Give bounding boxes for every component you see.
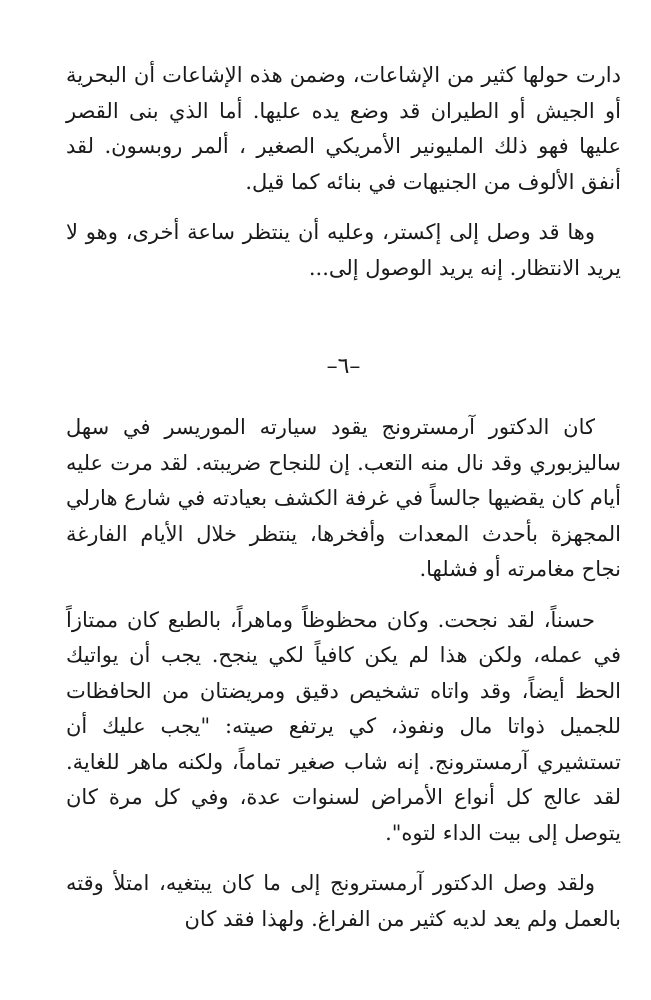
paragraph: دارت حولها كثير من الإشاعات، وضمن هذه الإشاعات أن البحرية أو الجيش أو الطيران قد وضع يده عليها. أما الذي بنى القصر عليها فهو ذلك المليونير الأمريكي الصغير ، ألمر روبسون. لقد أنفق الألوف من الجنيهات في بنائه كما قيل. (66, 63, 621, 194)
book-page (66, 58, 621, 1000)
chapter-number: –٦– (326, 354, 361, 379)
paragraph: ولقد وصل الدكتور آرمسترونج إلى ما كان يبتغيه، امتلأ وقته بالعمل ولم يعد لديه كثير من الفراغ. ولهذا فقد كان (66, 871, 621, 931)
paragraph: وها قد وصل إلى إكستر، وعليه أن ينتظر ساعة أخرى، وهو لا يريد الانتظار. إنه يريد الوصول إلى... (66, 220, 621, 280)
paragraph: كان الدكتور آرمسترونج يقود سيارته الموريسر في سهل ساليزبوري وقد نال منه التعب. إن للنجاح ضريبته. لقد مرت عليه أيام كان يقضيها جالساً في غرفة الكشف بعيادته في شارع هارلي المجهزة بأحدث المعدات وأفخرها، ينتظر خلال الأيام الفارغة نجاح مغامرته أو فشلها. (66, 415, 621, 581)
paragraph: حسناً، لقد نجحت. وكان محظوظاً وماهراً، بالطبع كان ممتازاً في عمله، ولكن هذا لم يكن كافياً لكي ينجح. يجب أن يواتيك الحظ أيضاً، وقد واتاه تشخيص دقيق ومريضتان من الحافظات للجميل ذواتا مال ونفوذ، كي يرتفع صيته: "يجب عليك أن تستشيري آرمسترونج. إنه شاب صغير تماماً، ولكنه ماهر للغاية. لقد عالج كل أنواع الأمراض لسنوات عدة، وفي كل مرة كان يتوصل إلى بيت الداء لتوه". (66, 607, 621, 845)
